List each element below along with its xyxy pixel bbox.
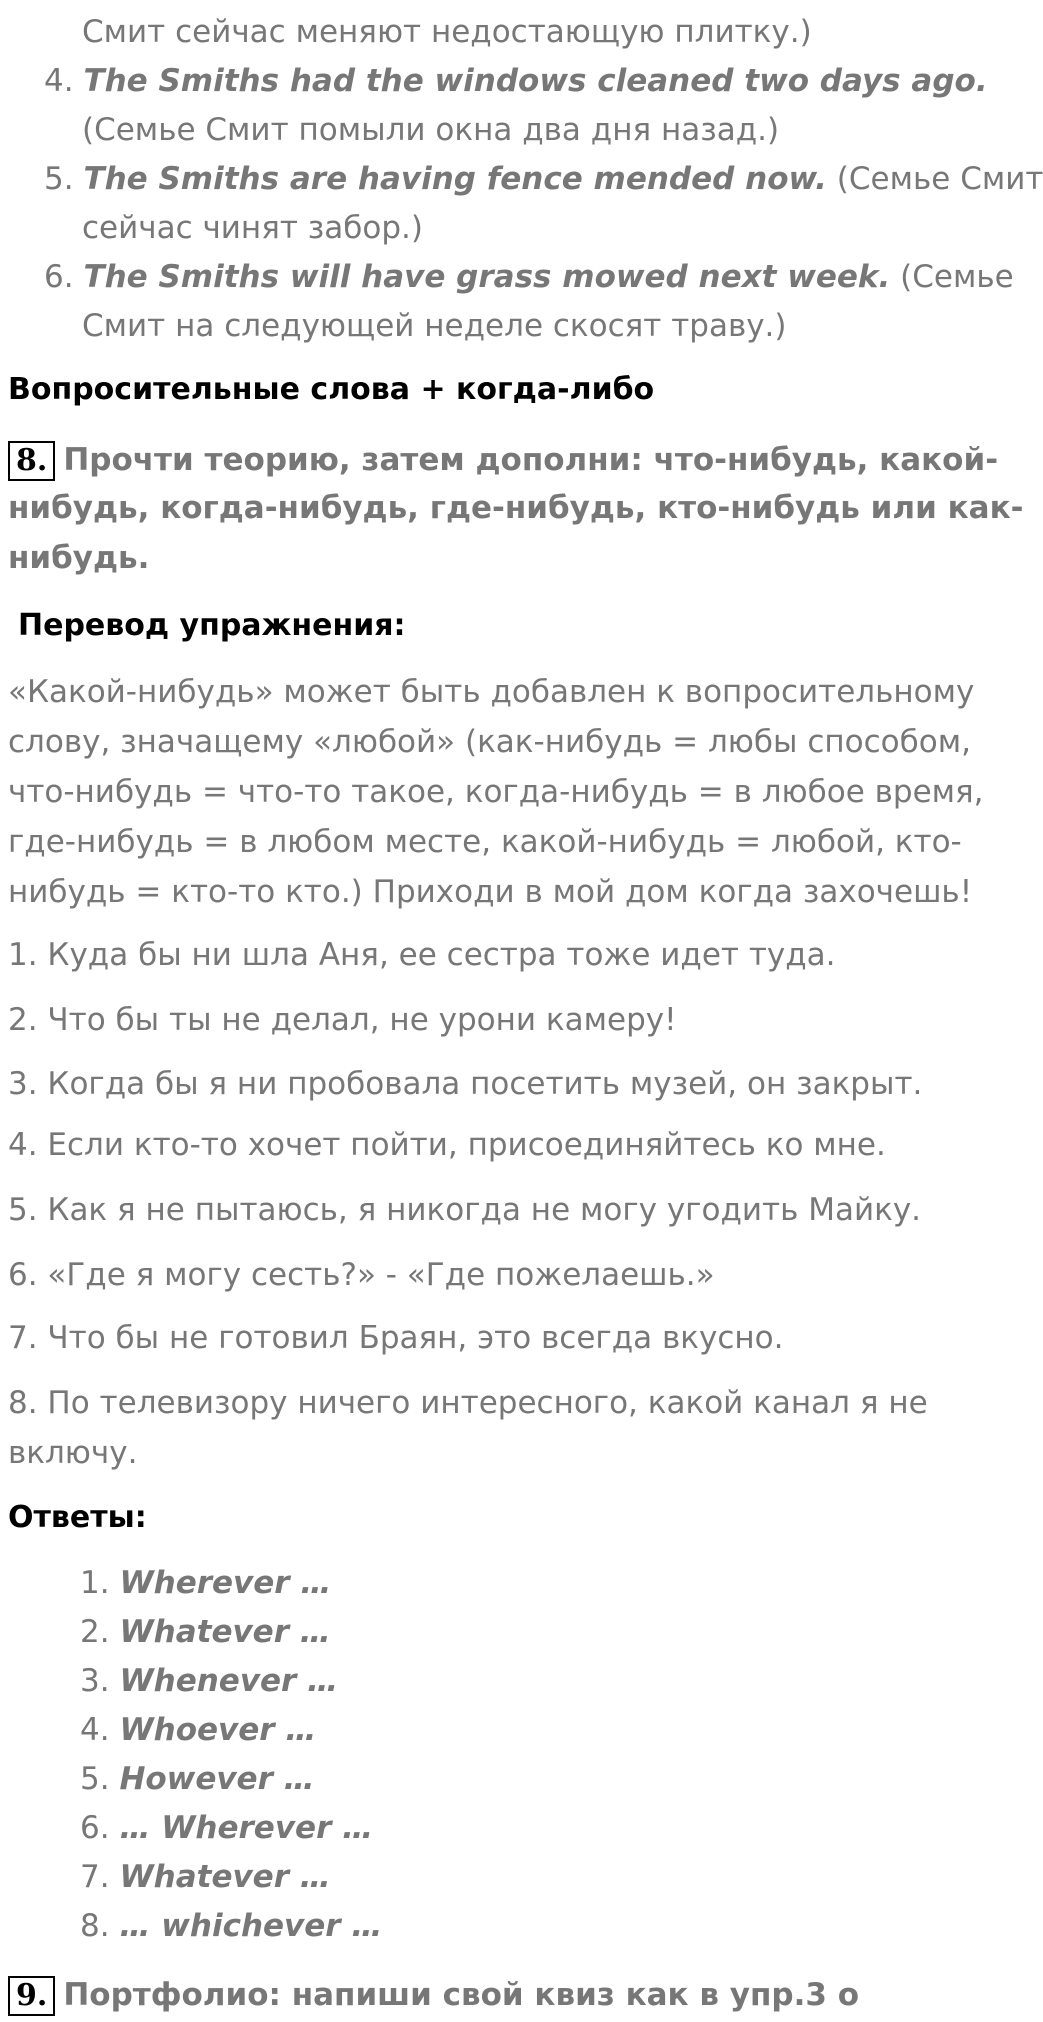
theory-line: где-нибудь = в любом месте, какой-нибудь = любой, кто- xyxy=(8,824,962,860)
list-number: 7. xyxy=(80,1859,110,1895)
sentence-3: 3. Когда бы я ни пробовала посетить музей, он закрыт. xyxy=(8,1066,923,1102)
sentence-6: 6. «Где я могу сесть?» - «Где пожелаешь.» xyxy=(8,1257,715,1293)
list-number: 8. xyxy=(80,1908,110,1944)
section-title: Вопросительные слова + когда-либо xyxy=(8,372,655,407)
theory-line: что-нибудь = что-то такое, когда-нибудь = в любое время, xyxy=(8,774,984,810)
answer-item xyxy=(80,1661,338,1701)
russian-translation: Смит на следующей неделе скосят траву.) xyxy=(82,308,787,344)
translation-title: Перевод упражнения: xyxy=(18,608,406,643)
answer-text: Wherever … xyxy=(119,1565,332,1601)
answer-item xyxy=(80,1857,331,1897)
exercise-8-instruction xyxy=(8,438,998,482)
answer-item xyxy=(80,1710,316,1750)
exercise-number: 8. xyxy=(8,441,55,481)
list-number: 5. xyxy=(80,1761,110,1797)
instruction-line: Прочти теорию, затем дополни: что-нибудь, какой- xyxy=(63,442,999,478)
answers-title: Ответы: xyxy=(8,1500,147,1535)
sentence-7: 7. Что бы не готовил Браян, это всегда вкусно. xyxy=(8,1320,784,1356)
answer-item xyxy=(80,1808,373,1848)
exercise-number: 9. xyxy=(8,1976,55,2016)
exercise-9-instruction xyxy=(8,1973,859,2017)
answer-text: … whichever … xyxy=(119,1908,383,1944)
sentence-8-cont: включу. xyxy=(8,1435,138,1471)
instruction-line: нибудь, когда-нибудь, где-нибудь, кто-нибудь или как- xyxy=(8,490,1024,526)
sentence-8: 8. По телевизору ничего интересного, какой канал я не xyxy=(8,1385,928,1421)
english-answer: The Smiths are having fence mended now. xyxy=(83,161,827,197)
prev-answer-4 xyxy=(44,61,988,101)
prev-answer-5 xyxy=(44,159,1043,199)
answer-text: Whenever … xyxy=(119,1663,339,1699)
theory-line: нибудь = кто-то кто.) Приходи в мой дом когда захочешь! xyxy=(8,874,973,910)
list-number: 4. xyxy=(80,1712,110,1748)
instruction-line: нибудь. xyxy=(8,540,150,576)
answer-item xyxy=(80,1906,382,1946)
russian-translation: (Семье Смит помыли окна два дня назад.) xyxy=(82,112,780,148)
prev-answer-line: Смит сейчас меняют недостающую плитку.) xyxy=(82,14,812,50)
russian-translation: сейчас чинят забор.) xyxy=(82,210,423,246)
list-number: 3. xyxy=(80,1663,110,1699)
sentence-4: 4. Если кто-то хочет пойти, присоединяйтесь ко мне. xyxy=(8,1127,886,1163)
answer-item xyxy=(80,1612,331,1652)
list-number: 6. xyxy=(80,1810,110,1846)
list-number: 4. xyxy=(44,63,74,99)
answer-item xyxy=(80,1563,331,1603)
list-number: 2. xyxy=(80,1614,110,1650)
answer-text: Whatever … xyxy=(119,1859,331,1895)
prev-answer-6 xyxy=(44,257,1014,297)
sentence-2: 2. Что бы ты не делал, не урони камеру! xyxy=(8,1002,677,1038)
list-number: 6. xyxy=(44,259,74,295)
answer-text: Whatever … xyxy=(119,1614,331,1650)
russian-translation: (Семье xyxy=(900,259,1014,295)
theory-line: «Какой-нибудь» может быть добавлен к вопросительному xyxy=(8,674,975,710)
answer-text: Whoever … xyxy=(119,1712,317,1748)
english-answer: The Smiths will have grass mowed next week. xyxy=(83,259,891,295)
answer-item xyxy=(80,1759,315,1799)
sentence-1: 1. Куда бы ни шла Аня, ее сестра тоже идет туда. xyxy=(8,937,836,973)
instruction-line: Портфолио: напиши свой квиз как в упр.3 о xyxy=(63,1977,860,2013)
answer-text: However … xyxy=(119,1761,315,1797)
sentence-5: 5. Как я не пытаюсь, я никогда не могу угодить Майку. xyxy=(8,1192,922,1228)
answer-text: … Wherever … xyxy=(119,1810,374,1846)
english-answer: The Smiths had the windows cleaned two days ago. xyxy=(83,63,988,99)
list-number: 5. xyxy=(44,161,74,197)
theory-line: слову, значащему «любой» (как-нибудь = любы способом, xyxy=(8,724,971,760)
russian-translation: (Семье Смит xyxy=(836,161,1043,197)
list-number: 1. xyxy=(80,1565,110,1601)
